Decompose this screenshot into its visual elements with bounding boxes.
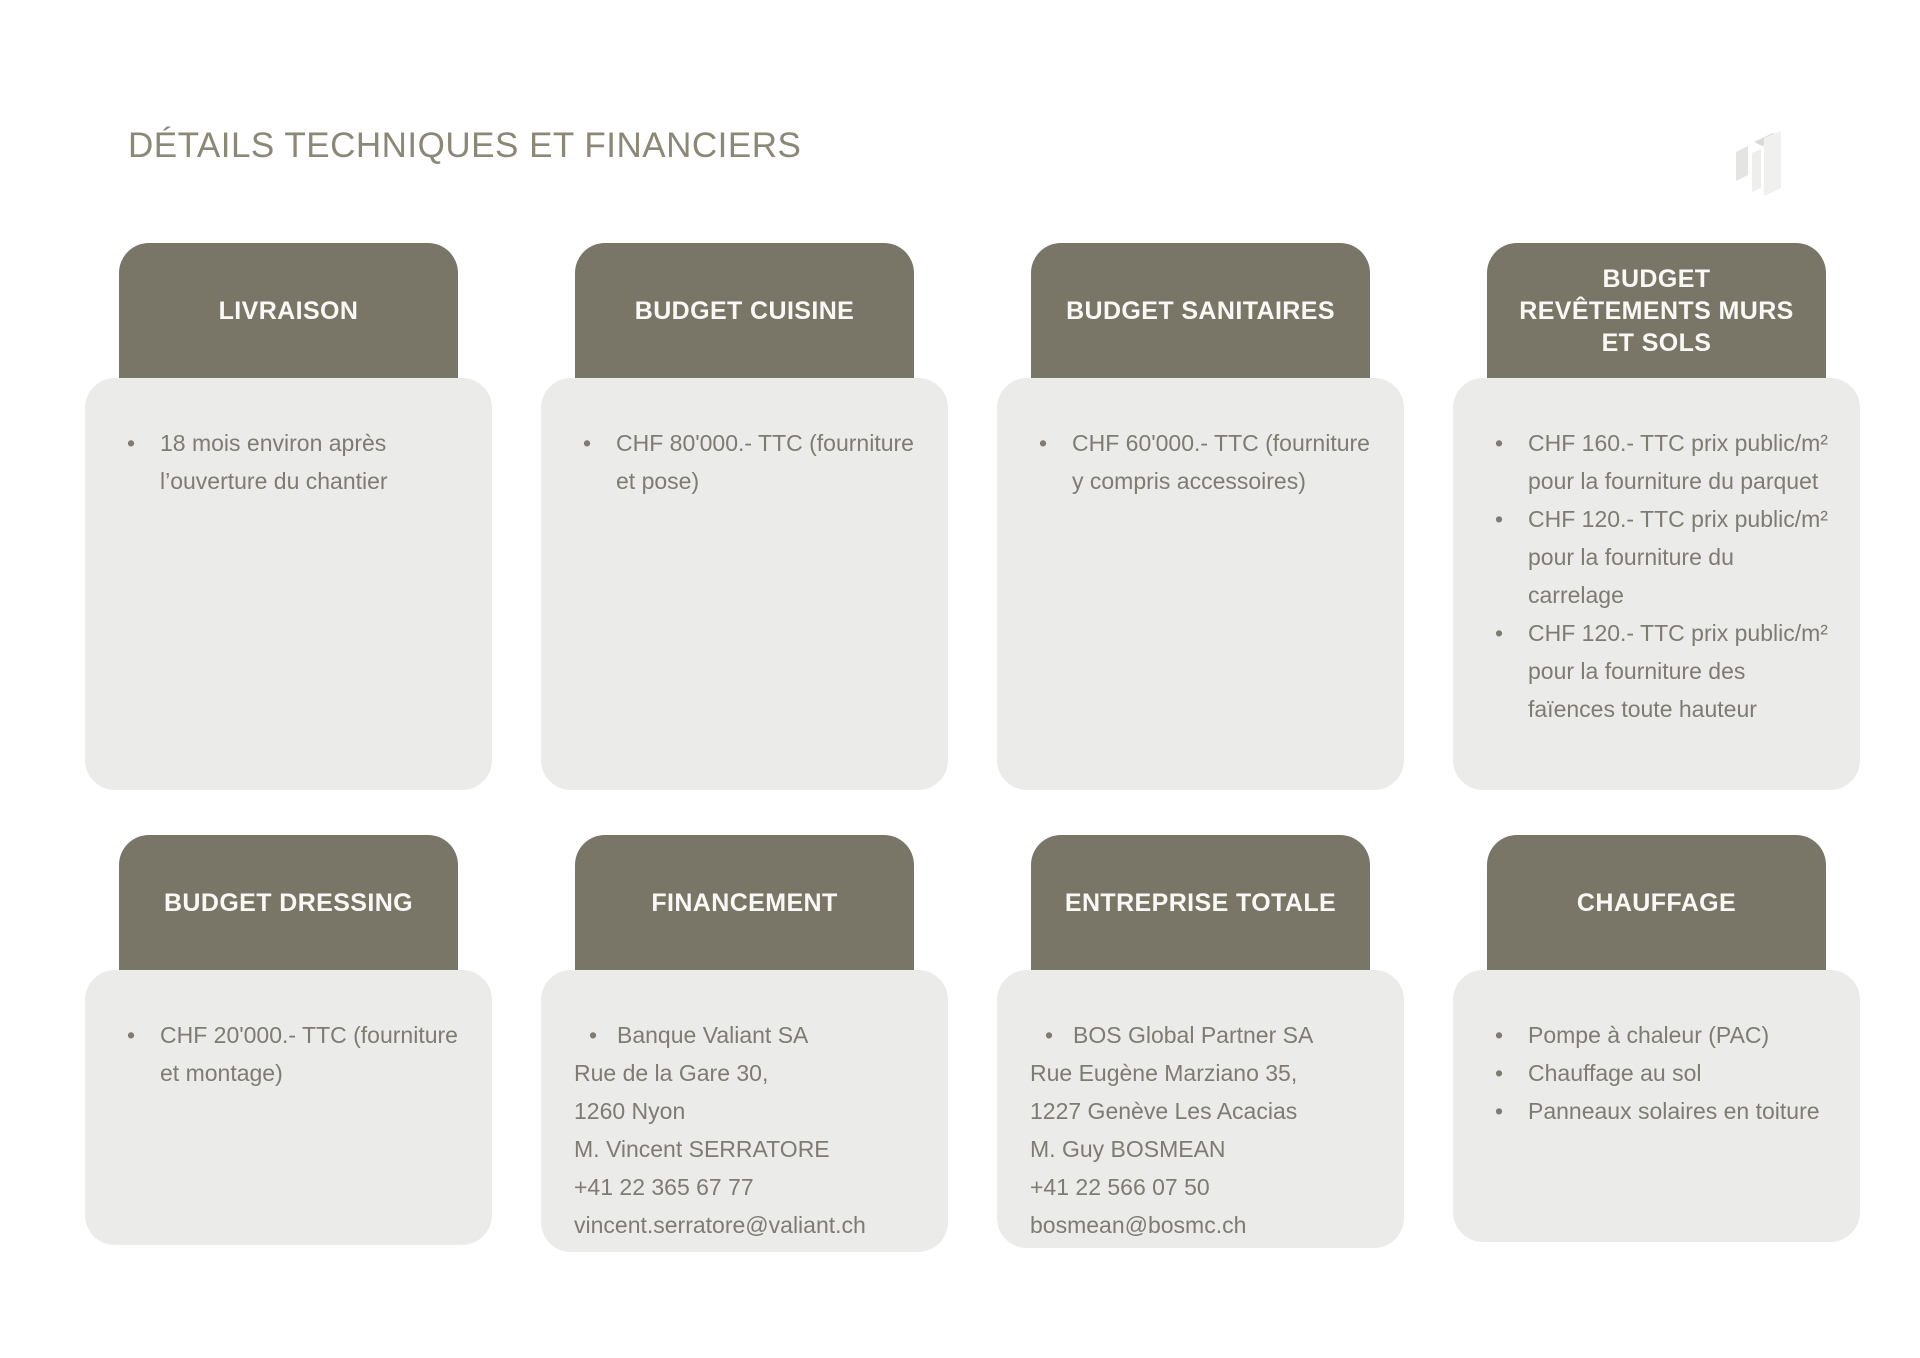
bullet-text: 18 mois environ après l’ouverture du chantier xyxy=(160,430,388,494)
card-budget-cuisine xyxy=(541,243,948,790)
card-header xyxy=(1487,835,1826,970)
cards-grid xyxy=(85,243,1860,1252)
bullet-dot-icon: • xyxy=(1495,1022,1504,1048)
bullet-text: Pompe à chaleur (PAC) xyxy=(1528,1022,1770,1048)
card-budget-revetements xyxy=(1453,243,1860,790)
card-body xyxy=(541,378,948,790)
card-header xyxy=(119,243,458,378)
bullet-item xyxy=(127,424,467,500)
card-title: LIVRAISON xyxy=(218,296,359,325)
bullet-dot-icon: • xyxy=(589,1022,598,1048)
card-header xyxy=(1031,835,1370,970)
address-line: 1260 Nyon xyxy=(574,1098,686,1124)
bullet-dot-icon: • xyxy=(1495,620,1504,646)
card-body xyxy=(541,970,948,1252)
bullet-dot-icon: • xyxy=(1495,1098,1504,1124)
phone-number: +41 22 566 07 50 xyxy=(1030,1174,1210,1200)
bullet-text: CHF 60'000.- TTC (fourniture y compris accessoires) xyxy=(1072,430,1370,494)
bullet-text: Panneaux solaires en toiture xyxy=(1528,1098,1820,1124)
bullet-item xyxy=(583,424,923,500)
bullet-dot-icon: • xyxy=(1495,506,1504,532)
card-title: BUDGET SANITAIRES xyxy=(1066,296,1335,325)
card-livraison xyxy=(85,243,492,790)
bullet-dot-icon: • xyxy=(1495,1060,1504,1086)
brand-logo-icon xyxy=(1733,130,1795,196)
card-body xyxy=(85,378,492,790)
card-title: ENTREPRISE TOTALE xyxy=(1064,888,1337,917)
bullet-item xyxy=(127,1016,467,1092)
bullet-item xyxy=(1030,1016,1379,1054)
email-address: vincent.serratore@valiant.ch xyxy=(574,1212,866,1238)
bullet-item xyxy=(1495,500,1835,614)
address-line: 1227 Genève Les Acacias xyxy=(1030,1098,1298,1124)
bullet-text: CHF 120.- TTC prix public/m² pour la fourniture du carrelage xyxy=(1528,506,1828,608)
bullet-dot-icon: • xyxy=(127,430,136,456)
card-body xyxy=(997,378,1404,790)
card-header xyxy=(575,835,914,970)
card-header xyxy=(1487,243,1826,378)
page-title: DÉTAILS TECHNIQUES ET FINANCIERS xyxy=(128,126,802,165)
contact-person: M. Vincent SERRATORE xyxy=(574,1136,830,1162)
bullet-item xyxy=(574,1016,923,1054)
card-budget-dressing xyxy=(85,835,492,1245)
bullet-text: CHF 80'000.- TTC (fourniture et pose) xyxy=(616,430,914,494)
card-title: BUDGET CUISINE xyxy=(634,296,855,325)
company-name: BOS Global Partner SA xyxy=(1073,1022,1314,1048)
bullet-text: Chauffage au sol xyxy=(1528,1060,1702,1086)
card-body xyxy=(85,970,492,1245)
bullet-item xyxy=(1495,1016,1835,1054)
bullet-item xyxy=(1495,1054,1835,1092)
bullet-item xyxy=(1039,424,1379,500)
card-body xyxy=(1453,970,1860,1242)
bullet-text: CHF 20'000.- TTC (fourniture et montage) xyxy=(160,1022,458,1086)
card-body xyxy=(1453,378,1860,790)
bullet-dot-icon: • xyxy=(583,430,592,456)
company-name: Banque Valiant SA xyxy=(617,1022,809,1048)
card-title: BUDGET REVÊTEMENTS MURS ET SOLS xyxy=(1519,264,1794,357)
bullet-item xyxy=(1495,424,1835,500)
bullet-text: CHF 120.- TTC prix public/m² pour la fourniture des faïences toute hauteur xyxy=(1528,620,1828,722)
card-title: CHAUFFAGE xyxy=(1576,888,1737,917)
card-header xyxy=(1031,243,1370,378)
address-line: Rue de la Gare 30, xyxy=(574,1060,769,1086)
card-budget-sanitaires xyxy=(997,243,1404,790)
card-header xyxy=(575,243,914,378)
phone-number: +41 22 365 67 77 xyxy=(574,1174,754,1200)
address-line: Rue Eugène Marziano 35, xyxy=(1030,1060,1298,1086)
contact-person: M. Guy BOSMEAN xyxy=(1030,1136,1226,1162)
card-entreprise-totale xyxy=(997,835,1404,1248)
bullet-item xyxy=(1495,614,1835,728)
card-title: FINANCEMENT xyxy=(651,888,838,917)
card-chauffage xyxy=(1453,835,1860,1242)
bullet-item xyxy=(1495,1092,1835,1130)
bullet-text: CHF 160.- TTC prix public/m² pour la fourniture du parquet xyxy=(1528,430,1828,494)
card-body xyxy=(997,970,1404,1248)
bullet-dot-icon: • xyxy=(127,1022,136,1048)
bullet-dot-icon: • xyxy=(1495,430,1504,456)
card-financement xyxy=(541,835,948,1252)
card-header xyxy=(119,835,458,970)
email-address: bosmean@bosmc.ch xyxy=(1030,1212,1247,1238)
card-title: BUDGET DRESSING xyxy=(163,888,414,917)
bullet-dot-icon: • xyxy=(1039,430,1048,456)
bullet-dot-icon: • xyxy=(1045,1022,1054,1048)
